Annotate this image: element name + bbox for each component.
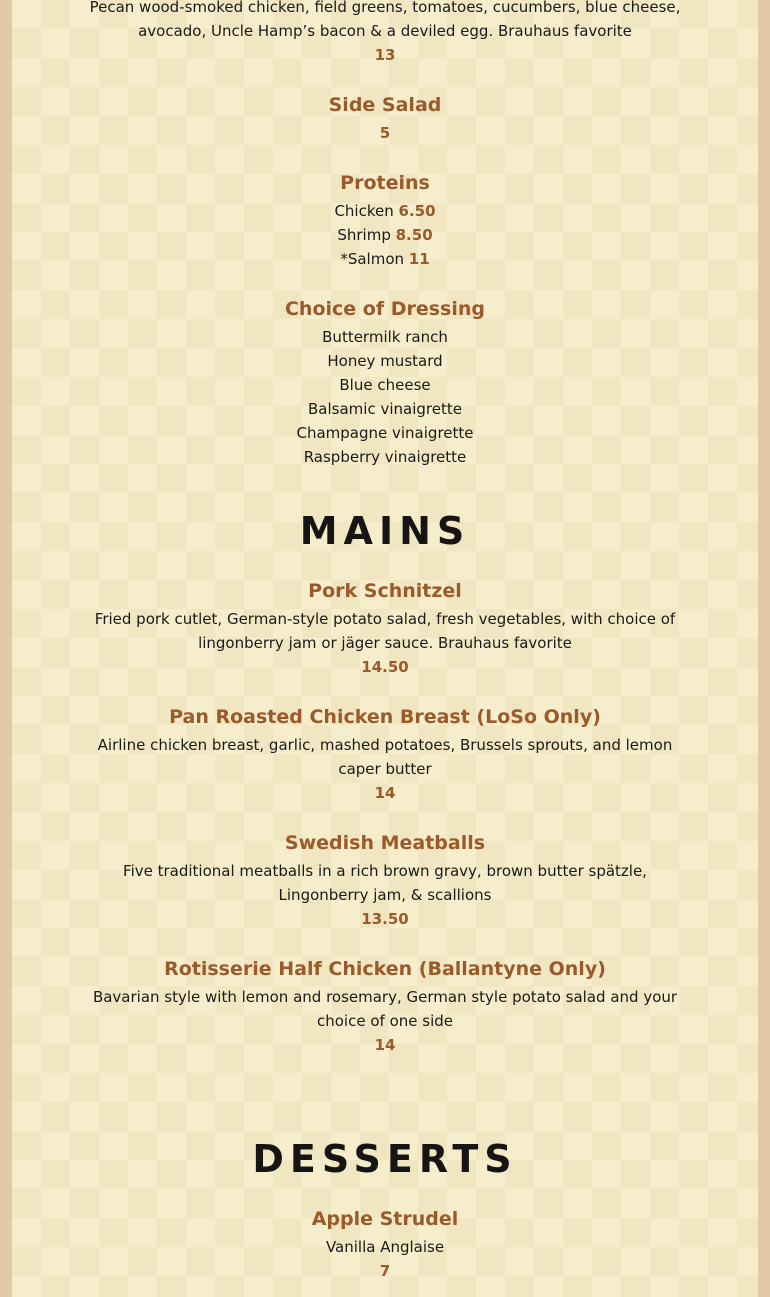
main-item-description: caper butter: [338, 760, 432, 778]
main-item-description: lingonberry jam or jäger sauce. Brauhaus favorite: [198, 634, 572, 652]
dressing-option: Honey mustard: [327, 352, 443, 370]
protein-item: [12, 199, 758, 223]
main-item-title: Rotisserie Half Chicken (Ballantyne Only): [164, 958, 606, 980]
main-item-title: Swedish Meatballs: [284, 832, 486, 854]
salad-price: 13: [374, 46, 396, 64]
proteins-title: Proteins: [340, 172, 430, 194]
main-item-price: 13.50: [361, 910, 409, 928]
side-salad-price: 5: [379, 124, 391, 142]
main-item-price: 14: [374, 784, 396, 802]
protein-price: 11: [408, 250, 430, 268]
main-item-description: choice of one side: [317, 1012, 453, 1030]
dessert-item-price: 7: [379, 1262, 391, 1280]
protein-item: [12, 247, 758, 271]
salad-description-line2: avocado, Uncle Hamp’s bacon & a deviled egg. Brauhaus favorite: [138, 22, 632, 40]
protein-name: *Salmon: [340, 250, 405, 268]
main-item-description: Fried pork cutlet, German-style potato salad, fresh vegetables, with choice of: [94, 610, 676, 628]
protein-price: 8.50: [395, 226, 433, 244]
dressing-option: Buttermilk ranch: [322, 328, 448, 346]
desserts-heading: DESSERTS: [252, 1137, 518, 1181]
main-item-description: Bavarian style with lemon and rosemary, German style potato salad and your: [92, 988, 678, 1006]
main-item-title: Pork Schnitzel: [308, 580, 462, 602]
protein-name: Shrimp: [337, 226, 391, 244]
side-salad-title: Side Salad: [328, 94, 442, 116]
protein-name: Chicken: [334, 202, 394, 220]
main-item-description: Airline chicken breast, garlic, mashed potatoes, Brussels sprouts, and lemon: [97, 736, 673, 754]
salad-description-line1: Pecan wood-smoked chicken, field greens, tomatoes, cucumbers, blue cheese,: [89, 0, 681, 16]
dressing-option: Raspberry vinaigrette: [303, 448, 467, 466]
dessert-item-title: Apple Strudel: [311, 1208, 459, 1230]
dressing-title: Choice of Dressing: [284, 298, 486, 320]
dressing-option: Blue cheese: [339, 376, 431, 394]
dessert-item-description: Vanilla Anglaise: [325, 1238, 445, 1256]
main-item-price: 14: [374, 1036, 396, 1054]
protein-price: 6.50: [398, 202, 436, 220]
main-item-title: Pan Roasted Chicken Breast (LoSo Only): [169, 706, 601, 728]
main-item-description: Lingonberry jam, & scallions: [278, 886, 492, 904]
protein-item: [12, 223, 758, 247]
main-item-description: Five traditional meatballs in a rich brown gravy, brown butter spätzle,: [123, 862, 647, 880]
menu-panel: [12, 0, 758, 1297]
main-item-price: 14.50: [361, 658, 409, 676]
dressing-option: Champagne vinaigrette: [296, 424, 474, 442]
dressing-option: Balsamic vinaigrette: [308, 400, 462, 418]
mains-heading: MAINS: [299, 509, 471, 553]
